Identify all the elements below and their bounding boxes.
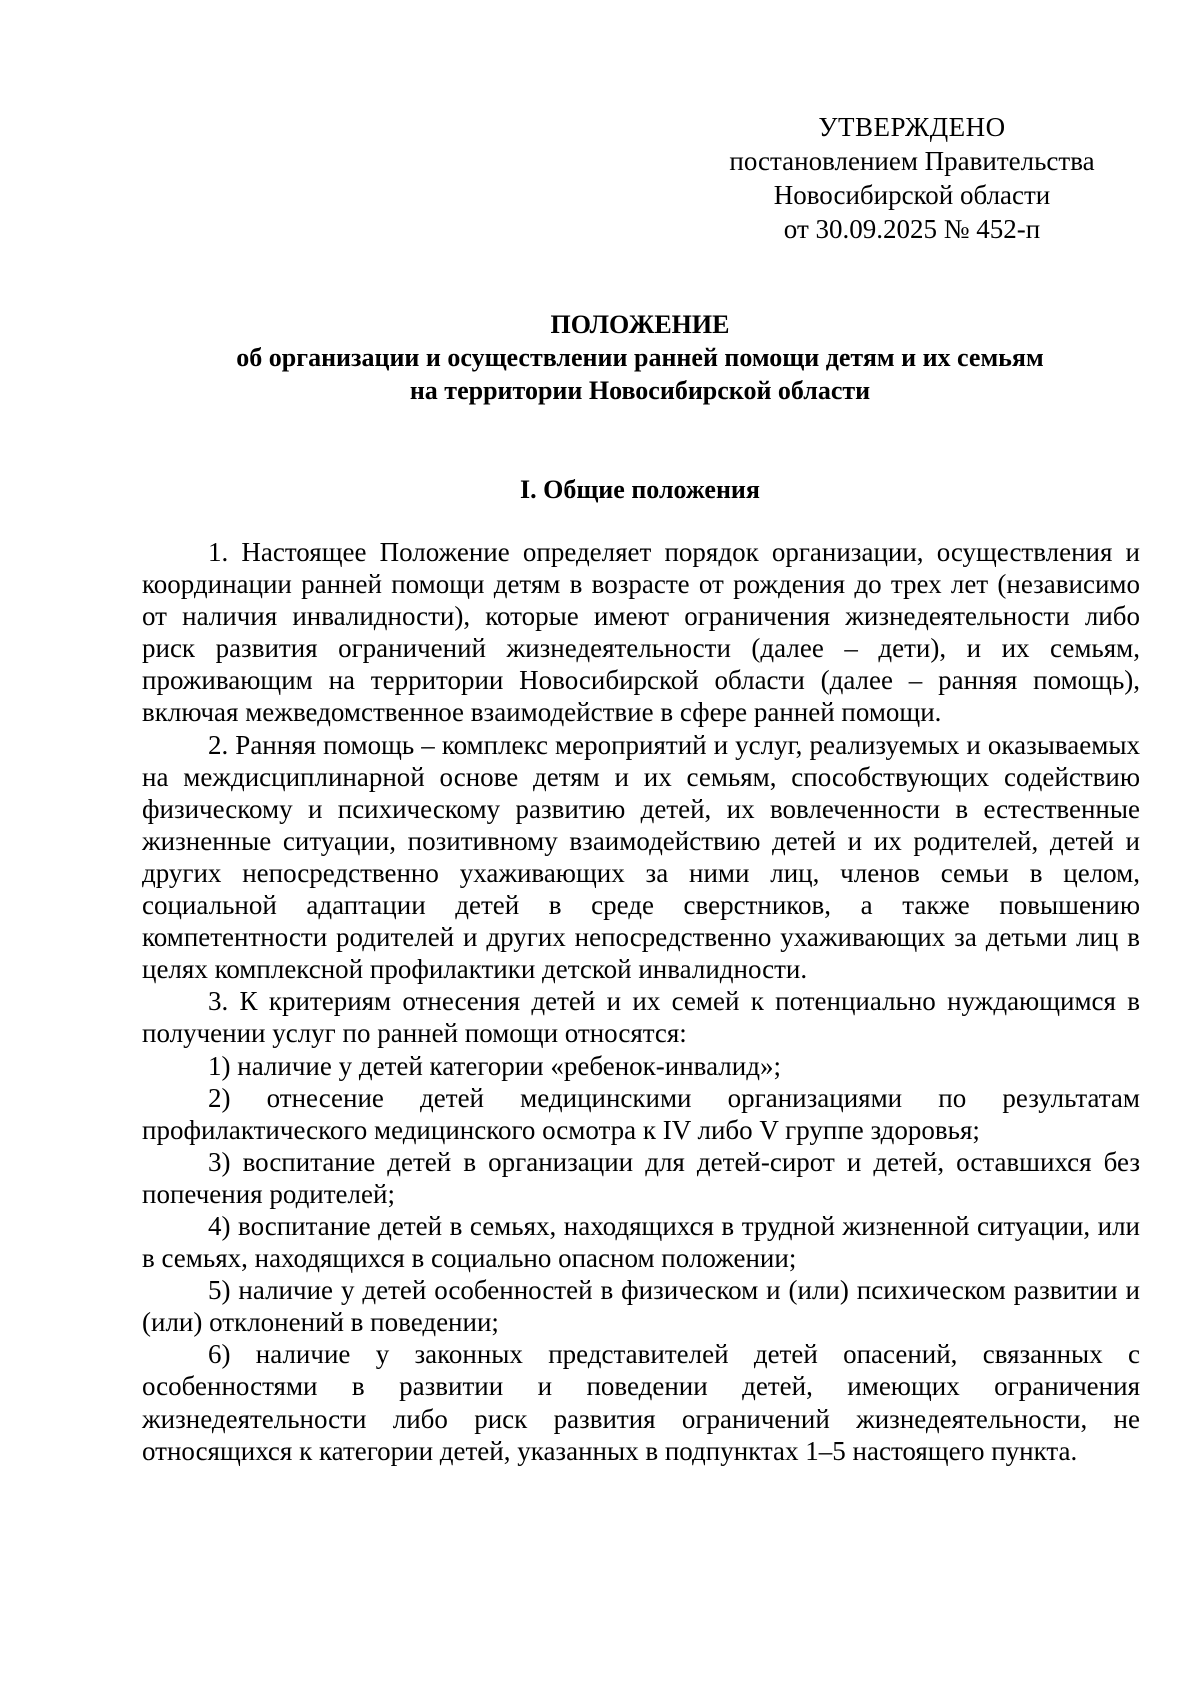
paragraph-2: 2. Ранняя помощь – комплекс мероприятий и услуг, реализуемых и оказываемых на междисциплинарной основе детям и их семьям, способствующих содействию физическому и психическому развитию детей, их вовлеченности в естественные жизненные ситуации, позитивному взаимодействию детей и их родителей, детей и других непосредственно ухаживающих за ними лиц, членов семьи в целом, социальной адаптации детей в среде сверстников, а также повышению компетентности родителей и других непосредственно ухаживающих за детьми лиц в целях комплексной профилактики детской инвалидности. xyxy=(142,729,1140,985)
approval-line-1: постановлением Правительства xyxy=(729,146,1095,176)
list-item-4: 4) воспитание детей в семьях, находящихся в трудной жизненной ситуации, или в семьях, находящихся в социально опасном положении; xyxy=(142,1210,1140,1274)
title-heading: ПОЛОЖЕНИЕ xyxy=(550,310,730,339)
title-subtitle-line-1: об организации и осуществлении ранней помощи детям и их семьям xyxy=(236,343,1044,372)
approval-stamp xyxy=(712,110,1112,246)
approval-line-2: Новосибирской области xyxy=(773,180,1051,210)
document-body xyxy=(142,536,1140,1467)
list-item-2: 2) отнесение детей медицинскими организациями по результатам профилактического медицинского осмотра к IV либо V группе здоровья; xyxy=(142,1082,1140,1145)
list-item-3: 3) воспитание детей в организации для детей-сирот и детей, оставшихся без попечения родителей; xyxy=(142,1146,1140,1209)
paragraph-1: 1. Настоящее Положение определяет порядок организации, осуществления и координации ранней помощи детям в возрасте от рождения до трех лет (независимо от наличия инвалидности), которые имеют ограничения жизнедеятельности либо риск развития ограничений жизнедеятельности (далее – дети), и их семьям, проживающим на территории Новосибирской области (далее – ранняя помощь), включая межведомственное взаимодействие в сфере ранней помощи. xyxy=(142,537,1140,728)
paragraph-3: 3. К критериям отнесения детей и их семей к потенциально нуждающимся в получении услуг по ранней помощи относятся: xyxy=(142,986,1140,1049)
list-item-6: 6) наличие у законных представителей детей опасений, связанных с особенностями в развитии и поведении детей, имеющих ограничения жизнедеятельности либо риск развития ограничений жизнедеятельности, не относящихся к категории детей, указанных в подпунктах 1–5 настоящего пункта. xyxy=(142,1339,1140,1466)
list-item-1: 1) наличие у детей категории «ребенок-инвалид»; xyxy=(208,1050,781,1081)
list-item-5: 5) наличие у детей особенностей в физическом и (или) психическом развитии и (или) отклонений в поведении; xyxy=(142,1275,1140,1338)
title-subtitle-line-2: на территории Новосибирской области xyxy=(409,376,871,405)
document-title xyxy=(140,308,1140,407)
approved-label: УТВЕРЖДЕНО xyxy=(818,112,1006,142)
approval-line-3: от 30.09.2025 № 452-п xyxy=(783,214,1041,244)
section-heading: I. Общие положения xyxy=(520,475,760,504)
